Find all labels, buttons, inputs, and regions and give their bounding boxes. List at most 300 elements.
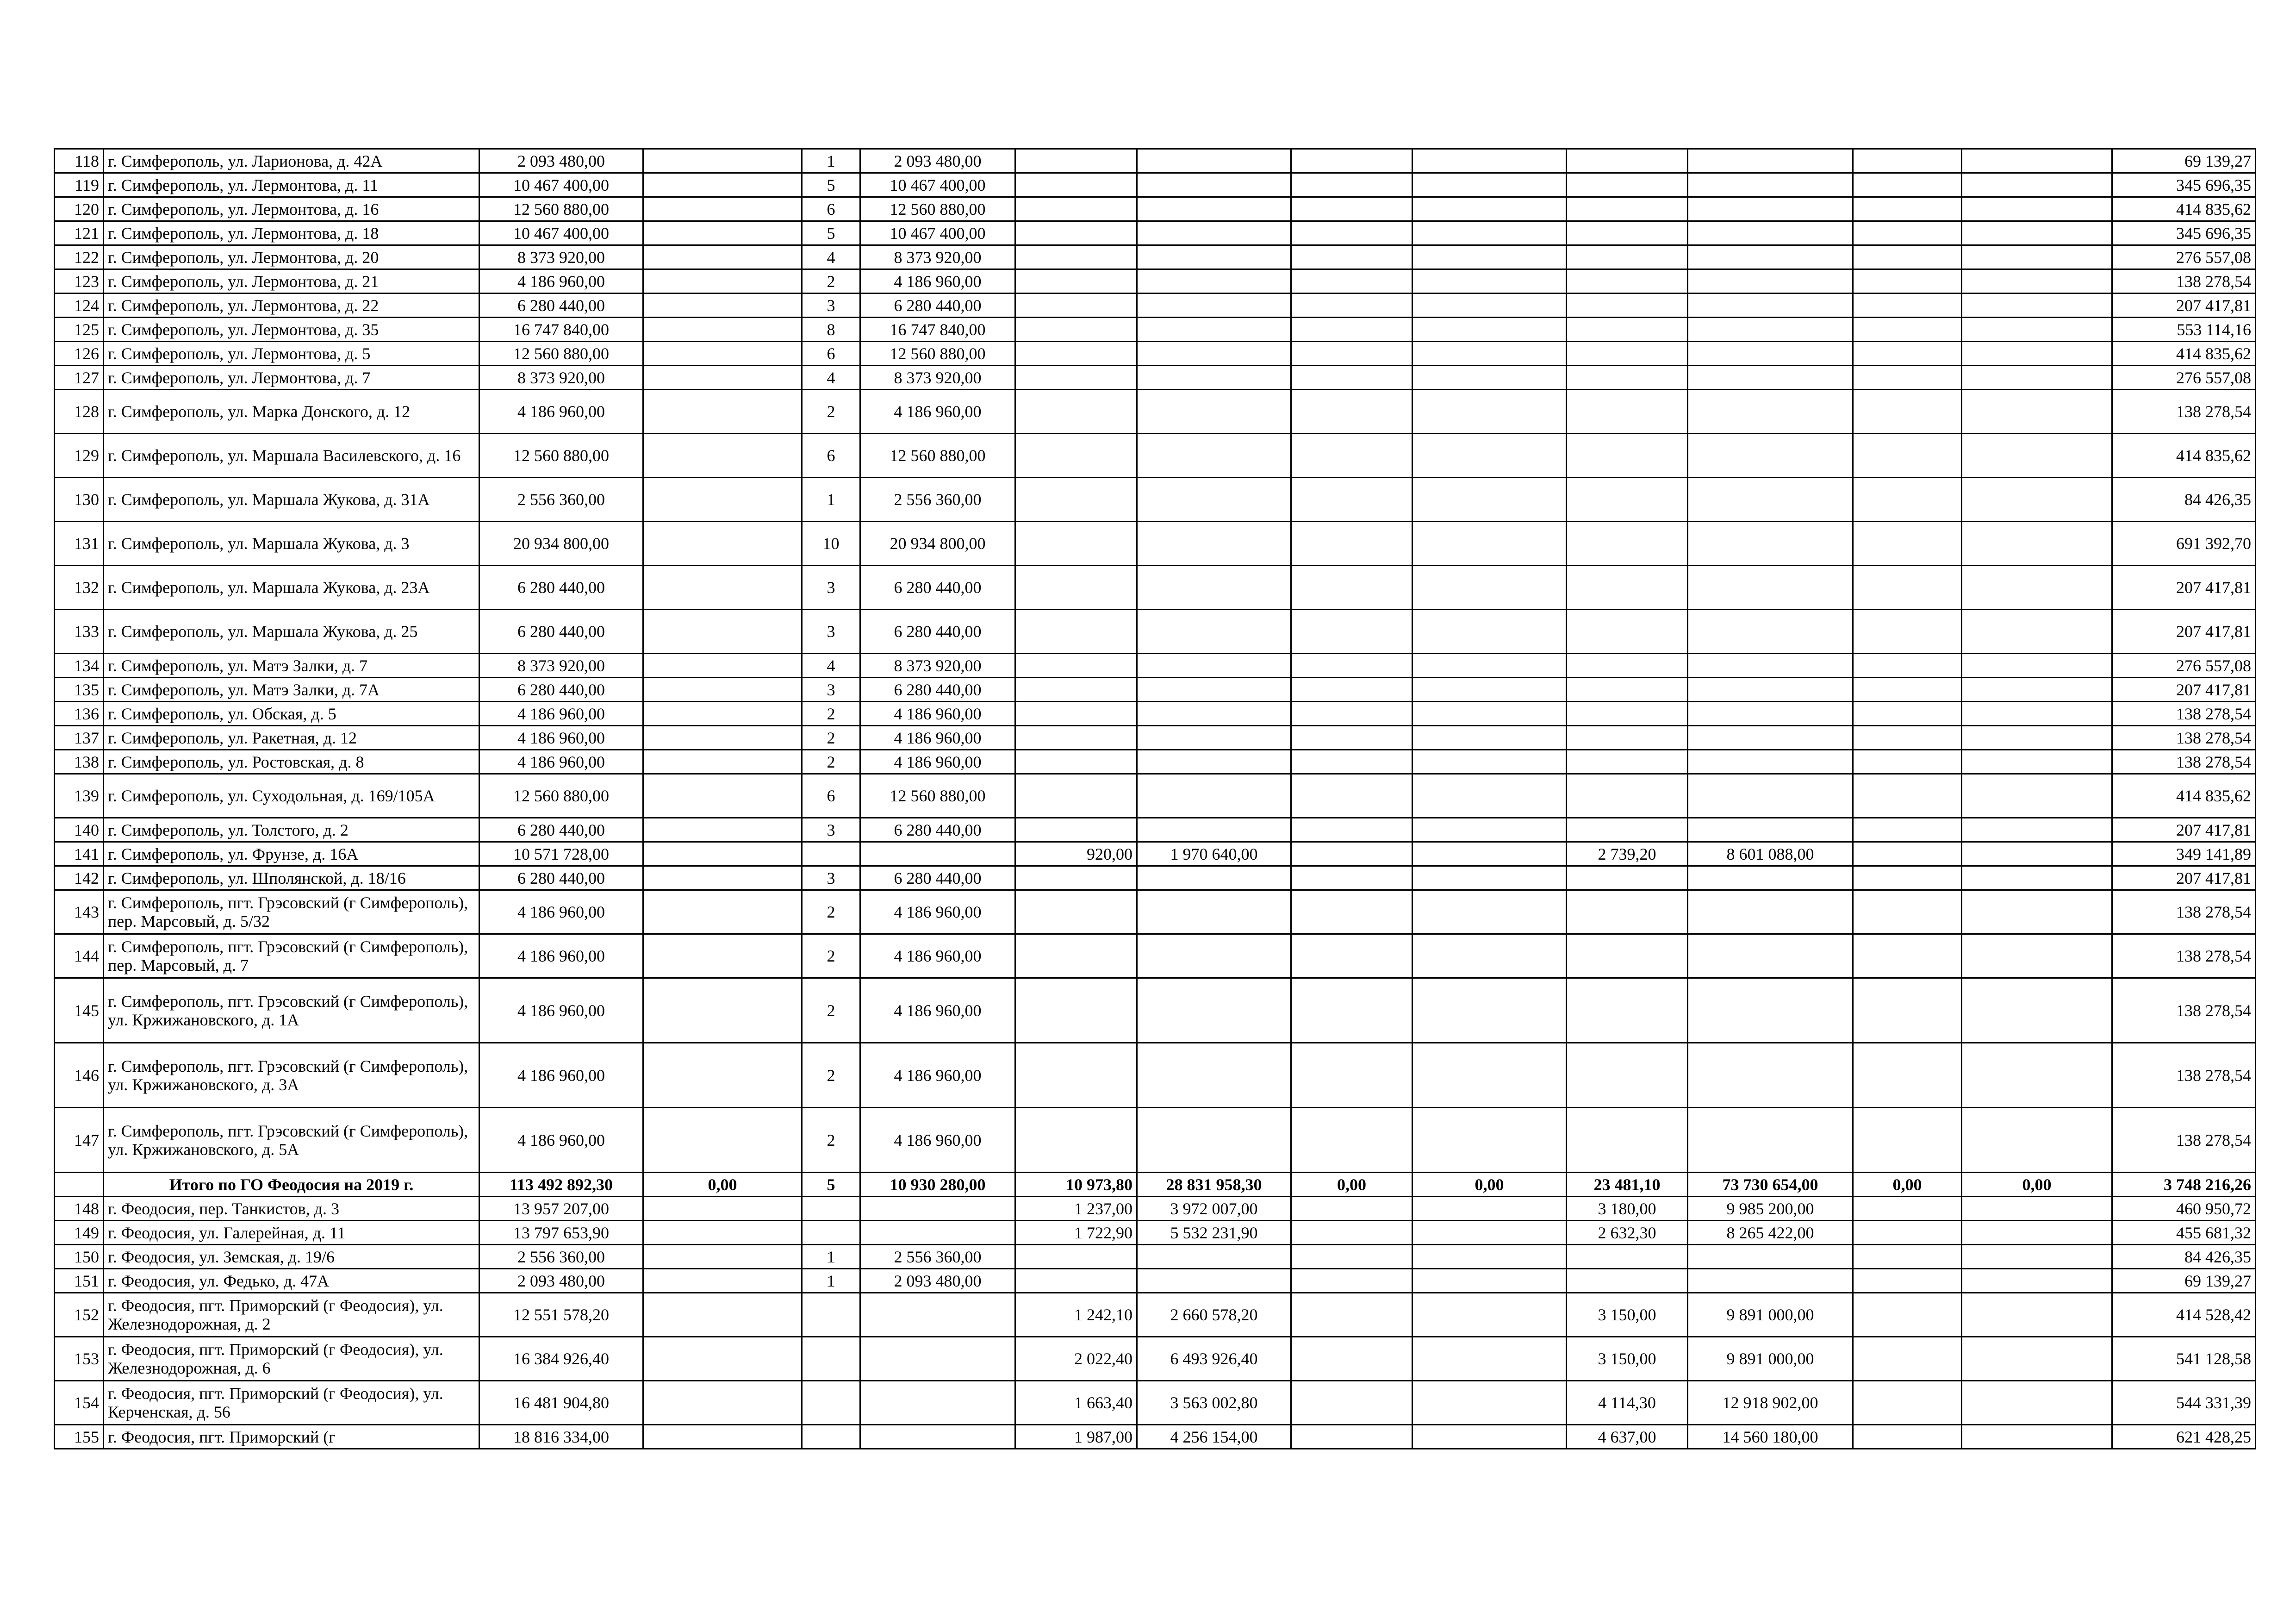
table-row bbox=[55, 1197, 2256, 1221]
area-b-cell: 3 150,00 bbox=[1567, 1337, 1688, 1381]
total-cost-cell: 12 551 578,20 bbox=[479, 1293, 643, 1337]
col-13-cell bbox=[1962, 221, 2112, 245]
col-4-cell bbox=[643, 294, 802, 318]
col-4-cell bbox=[643, 390, 802, 434]
col-9-cell bbox=[1412, 1337, 1567, 1381]
area-a-cell bbox=[1015, 390, 1137, 434]
row-number: 139 bbox=[55, 774, 104, 818]
col-13-cell bbox=[1962, 1293, 2112, 1337]
col-9-cell bbox=[1412, 478, 1567, 522]
cost-a-cell bbox=[1137, 934, 1291, 978]
col-9-cell: 0,00 bbox=[1412, 1173, 1567, 1197]
col-12-cell bbox=[1853, 890, 1962, 934]
amount-cell: 138 278,54 bbox=[2112, 1108, 2256, 1173]
area-b-cell bbox=[1567, 890, 1688, 934]
col-13-cell bbox=[1962, 610, 2112, 654]
col-8-cell bbox=[1291, 678, 1412, 702]
total-cost-cell: 13 957 207,00 bbox=[479, 1197, 643, 1221]
col-8-cell bbox=[1291, 750, 1412, 774]
count-cost-cell: 4 186 960,00 bbox=[860, 269, 1015, 294]
col-12-cell bbox=[1853, 245, 1962, 269]
area-a-cell bbox=[1015, 1269, 1137, 1293]
cost-b-cell bbox=[1688, 390, 1853, 434]
total-cost-cell: 16 747 840,00 bbox=[479, 318, 643, 342]
col-4-cell bbox=[643, 434, 802, 478]
col-8-cell: 0,00 bbox=[1291, 1173, 1412, 1197]
cost-b-cell bbox=[1688, 197, 1853, 221]
row-number: 135 bbox=[55, 678, 104, 702]
count-cost-cell: 2 093 480,00 bbox=[860, 1269, 1015, 1293]
cost-a-cell: 28 831 958,30 bbox=[1137, 1173, 1291, 1197]
area-a-cell bbox=[1015, 702, 1137, 726]
cost-b-cell bbox=[1688, 750, 1853, 774]
col-4-cell bbox=[643, 1381, 802, 1425]
row-number: 123 bbox=[55, 269, 104, 294]
area-a-cell: 1 237,00 bbox=[1015, 1197, 1137, 1221]
cost-b-cell bbox=[1688, 342, 1853, 366]
col-4-cell bbox=[643, 1043, 802, 1108]
table-row bbox=[55, 774, 2256, 818]
address-cell: г. Симферополь, ул. Фрунзе, д. 16А bbox=[104, 842, 479, 866]
table-row bbox=[55, 269, 2256, 294]
col-9-cell bbox=[1412, 434, 1567, 478]
row-number: 131 bbox=[55, 522, 104, 566]
total-cost-cell: 10 467 400,00 bbox=[479, 173, 643, 197]
col-13-cell bbox=[1962, 1269, 2112, 1293]
row-number: 132 bbox=[55, 566, 104, 610]
col-13-cell bbox=[1962, 654, 2112, 678]
col-4-cell bbox=[643, 221, 802, 245]
col-12-cell bbox=[1853, 366, 1962, 390]
table-row bbox=[55, 1425, 2256, 1449]
count-cost-cell: 4 186 960,00 bbox=[860, 702, 1015, 726]
col-12-cell bbox=[1853, 149, 1962, 173]
area-b-cell bbox=[1567, 566, 1688, 610]
total-cost-cell: 6 280 440,00 bbox=[479, 866, 643, 890]
amount-cell: 207 417,81 bbox=[2112, 866, 2256, 890]
address-cell: г. Симферополь, пгт. Грэсовский (г Симферополь), пер. Марсовый, д. 7 bbox=[104, 934, 479, 978]
col-8-cell bbox=[1291, 818, 1412, 842]
col-9-cell bbox=[1412, 1245, 1567, 1269]
address-cell: г. Феодосия, пгт. Приморский (г Феодосия), ул. Железнодорожная, д. 6 bbox=[104, 1337, 479, 1381]
col-4-cell bbox=[643, 610, 802, 654]
address-cell: г. Феодосия, пгт. Приморский (г bbox=[104, 1425, 479, 1449]
col-9-cell bbox=[1412, 221, 1567, 245]
count-cost-cell: 10 930 280,00 bbox=[860, 1173, 1015, 1197]
area-b-cell bbox=[1567, 774, 1688, 818]
col-8-cell bbox=[1291, 1043, 1412, 1108]
table-row bbox=[55, 1108, 2256, 1173]
total-cost-cell: 16 384 926,40 bbox=[479, 1337, 643, 1381]
count-cost-cell: 6 280 440,00 bbox=[860, 818, 1015, 842]
col-12-cell bbox=[1853, 1337, 1962, 1381]
cost-a-cell bbox=[1137, 318, 1291, 342]
amount-cell: 138 278,54 bbox=[2112, 890, 2256, 934]
col-12-cell bbox=[1853, 269, 1962, 294]
col-13-cell bbox=[1962, 1425, 2112, 1449]
cost-b-cell bbox=[1688, 294, 1853, 318]
col-13-cell bbox=[1962, 1337, 2112, 1381]
count-cell: 2 bbox=[802, 978, 860, 1043]
amount-cell: 138 278,54 bbox=[2112, 978, 2256, 1043]
table-row bbox=[55, 1337, 2256, 1381]
cost-b-cell bbox=[1688, 269, 1853, 294]
address-cell: г. Симферополь, ул. Матэ Залки, д. 7 bbox=[104, 654, 479, 678]
count-cost-cell: 6 280 440,00 bbox=[860, 294, 1015, 318]
address-cell: г. Симферополь, ул. Ларионова, д. 42А bbox=[104, 149, 479, 173]
row-number: 149 bbox=[55, 1221, 104, 1245]
address-cell: г. Симферополь, ул. Маршала Жукова, д. 25 bbox=[104, 610, 479, 654]
cost-b-cell bbox=[1688, 366, 1853, 390]
cost-b-cell: 12 918 902,00 bbox=[1688, 1381, 1853, 1425]
area-b-cell bbox=[1567, 366, 1688, 390]
col-9-cell bbox=[1412, 750, 1567, 774]
cost-b-cell bbox=[1688, 221, 1853, 245]
count-cost-cell: 20 934 800,00 bbox=[860, 522, 1015, 566]
col-12-cell bbox=[1853, 750, 1962, 774]
col-12-cell bbox=[1853, 1381, 1962, 1425]
col-8-cell bbox=[1291, 934, 1412, 978]
address-cell: г. Симферополь, ул. Маршала Жукова, д. 31А bbox=[104, 478, 479, 522]
col-9-cell bbox=[1412, 390, 1567, 434]
col-8-cell bbox=[1291, 1381, 1412, 1425]
total-label: Итого по ГО Феодосия на 2019 г. bbox=[104, 1173, 479, 1197]
cost-b-cell: 14 560 180,00 bbox=[1688, 1425, 1853, 1449]
row-number: 125 bbox=[55, 318, 104, 342]
count-cell: 4 bbox=[802, 245, 860, 269]
table-row bbox=[55, 366, 2256, 390]
count-cost-cell: 4 186 960,00 bbox=[860, 1043, 1015, 1108]
row-number: 128 bbox=[55, 390, 104, 434]
col-4-cell bbox=[643, 750, 802, 774]
table-row bbox=[55, 318, 2256, 342]
col-8-cell bbox=[1291, 1197, 1412, 1221]
row-number: 134 bbox=[55, 654, 104, 678]
col-4-cell bbox=[643, 197, 802, 221]
row-number: 137 bbox=[55, 726, 104, 750]
col-8-cell bbox=[1291, 522, 1412, 566]
row-number: 151 bbox=[55, 1269, 104, 1293]
cost-b-cell bbox=[1688, 149, 1853, 173]
col-13-cell bbox=[1962, 934, 2112, 978]
count-cell: 3 bbox=[802, 610, 860, 654]
col-9-cell bbox=[1412, 978, 1567, 1043]
area-b-cell bbox=[1567, 149, 1688, 173]
amount-cell: 84 426,35 bbox=[2112, 1245, 2256, 1269]
col-12-cell bbox=[1853, 197, 1962, 221]
address-cell: г. Симферополь, ул. Матэ Залки, д. 7А bbox=[104, 678, 479, 702]
count-cell: 1 bbox=[802, 1245, 860, 1269]
count-cost-cell: 4 186 960,00 bbox=[860, 978, 1015, 1043]
col-8-cell bbox=[1291, 1337, 1412, 1381]
col-8-cell bbox=[1291, 566, 1412, 610]
area-b-cell bbox=[1567, 245, 1688, 269]
cost-b-cell: 73 730 654,00 bbox=[1688, 1173, 1853, 1197]
col-9-cell bbox=[1412, 934, 1567, 978]
table-row bbox=[55, 818, 2256, 842]
table-row bbox=[55, 566, 2256, 610]
total-cost-cell: 8 373 920,00 bbox=[479, 245, 643, 269]
area-a-cell: 1 663,40 bbox=[1015, 1381, 1137, 1425]
col-4-cell bbox=[643, 342, 802, 366]
col-9-cell bbox=[1412, 1425, 1567, 1449]
amount-cell: 460 950,72 bbox=[2112, 1197, 2256, 1221]
col-12-cell: 0,00 bbox=[1853, 1173, 1962, 1197]
total-cost-cell: 12 560 880,00 bbox=[479, 197, 643, 221]
table-row bbox=[55, 245, 2256, 269]
col-8-cell bbox=[1291, 1108, 1412, 1173]
area-b-cell: 2 632,30 bbox=[1567, 1221, 1688, 1245]
area-b-cell bbox=[1567, 173, 1688, 197]
cost-b-cell bbox=[1688, 1269, 1853, 1293]
col-9-cell bbox=[1412, 726, 1567, 750]
count-cell: 5 bbox=[802, 221, 860, 245]
col-8-cell bbox=[1291, 390, 1412, 434]
area-b-cell: 4 114,30 bbox=[1567, 1381, 1688, 1425]
count-cost-cell: 6 280 440,00 bbox=[860, 678, 1015, 702]
amount-cell: 207 417,81 bbox=[2112, 294, 2256, 318]
count-cost-cell: 12 560 880,00 bbox=[860, 342, 1015, 366]
address-cell: г. Симферополь, ул. Маршала Василевского, д. 16 bbox=[104, 434, 479, 478]
col-12-cell bbox=[1853, 1221, 1962, 1245]
cost-b-cell bbox=[1688, 866, 1853, 890]
total-cost-cell: 4 186 960,00 bbox=[479, 390, 643, 434]
address-cell: г. Феодосия, ул. Федько, д. 47А bbox=[104, 1269, 479, 1293]
col-4-cell bbox=[643, 978, 802, 1043]
amount-cell: 276 557,08 bbox=[2112, 245, 2256, 269]
count-cost-cell: 2 556 360,00 bbox=[860, 478, 1015, 522]
col-12-cell bbox=[1853, 318, 1962, 342]
table-row bbox=[55, 294, 2256, 318]
area-b-cell bbox=[1567, 342, 1688, 366]
count-cost-cell bbox=[860, 1337, 1015, 1381]
table-row bbox=[55, 890, 2256, 934]
count-cost-cell: 4 186 960,00 bbox=[860, 750, 1015, 774]
area-b-cell bbox=[1567, 610, 1688, 654]
row-number bbox=[55, 1173, 104, 1197]
col-4-cell bbox=[643, 149, 802, 173]
count-cell: 8 bbox=[802, 318, 860, 342]
total-cost-cell: 4 186 960,00 bbox=[479, 934, 643, 978]
count-cell: 3 bbox=[802, 866, 860, 890]
count-cell: 2 bbox=[802, 750, 860, 774]
address-cell: г. Симферополь, ул. Лермонтова, д. 18 bbox=[104, 221, 479, 245]
cost-a-cell bbox=[1137, 366, 1291, 390]
col-4-cell bbox=[643, 1221, 802, 1245]
area-a-cell bbox=[1015, 318, 1137, 342]
row-number: 122 bbox=[55, 245, 104, 269]
table-row bbox=[55, 610, 2256, 654]
total-cost-cell: 6 280 440,00 bbox=[479, 610, 643, 654]
col-4-cell bbox=[643, 318, 802, 342]
row-number: 120 bbox=[55, 197, 104, 221]
col-9-cell bbox=[1412, 1108, 1567, 1173]
count-cost-cell bbox=[860, 1381, 1015, 1425]
col-13-cell bbox=[1962, 522, 2112, 566]
col-4-cell bbox=[643, 654, 802, 678]
address-cell: г. Феодосия, ул. Земская, д. 19/6 bbox=[104, 1245, 479, 1269]
col-12-cell bbox=[1853, 818, 1962, 842]
table-row bbox=[55, 173, 2256, 197]
amount-cell: 414 835,62 bbox=[2112, 197, 2256, 221]
table-row bbox=[55, 149, 2256, 173]
col-9-cell bbox=[1412, 890, 1567, 934]
count-cell: 4 bbox=[802, 654, 860, 678]
amount-cell: 138 278,54 bbox=[2112, 934, 2256, 978]
count-cost-cell: 2 556 360,00 bbox=[860, 1245, 1015, 1269]
cost-b-cell bbox=[1688, 1245, 1853, 1269]
area-b-cell bbox=[1567, 390, 1688, 434]
count-cell: 3 bbox=[802, 566, 860, 610]
col-13-cell bbox=[1962, 390, 2112, 434]
table-row bbox=[55, 478, 2256, 522]
area-b-cell bbox=[1567, 1043, 1688, 1108]
col-8-cell bbox=[1291, 1293, 1412, 1337]
cost-a-cell bbox=[1137, 654, 1291, 678]
table-row bbox=[55, 1381, 2256, 1425]
col-4-cell bbox=[643, 702, 802, 726]
count-cost-cell bbox=[860, 1197, 1015, 1221]
cost-b-cell: 8 265 422,00 bbox=[1688, 1221, 1853, 1245]
col-8-cell bbox=[1291, 318, 1412, 342]
area-a-cell bbox=[1015, 366, 1137, 390]
col-12-cell bbox=[1853, 978, 1962, 1043]
col-9-cell bbox=[1412, 366, 1567, 390]
area-a-cell bbox=[1015, 774, 1137, 818]
cost-a-cell bbox=[1137, 774, 1291, 818]
count-cost-cell: 4 186 960,00 bbox=[860, 890, 1015, 934]
row-number: 129 bbox=[55, 434, 104, 478]
col-12-cell bbox=[1853, 522, 1962, 566]
col-9-cell bbox=[1412, 342, 1567, 366]
cost-b-cell bbox=[1688, 566, 1853, 610]
col-9-cell bbox=[1412, 566, 1567, 610]
area-a-cell bbox=[1015, 294, 1137, 318]
col-4-cell bbox=[643, 1245, 802, 1269]
table-row bbox=[55, 934, 2256, 978]
amount-cell: 349 141,89 bbox=[2112, 842, 2256, 866]
col-4-cell bbox=[643, 1425, 802, 1449]
col-13-cell bbox=[1962, 1381, 2112, 1425]
col-13-cell bbox=[1962, 318, 2112, 342]
table-row bbox=[55, 221, 2256, 245]
row-number: 152 bbox=[55, 1293, 104, 1337]
budget-table bbox=[54, 148, 2256, 1449]
address-cell: г. Симферополь, пгт. Грэсовский (г Симферополь), ул. Кржижановского, д. 5А bbox=[104, 1108, 479, 1173]
col-8-cell bbox=[1291, 890, 1412, 934]
address-cell: г. Симферополь, ул. Лермонтова, д. 5 bbox=[104, 342, 479, 366]
cost-b-cell bbox=[1688, 678, 1853, 702]
area-a-cell bbox=[1015, 478, 1137, 522]
col-4-cell bbox=[643, 1293, 802, 1337]
col-8-cell bbox=[1291, 610, 1412, 654]
amount-cell: 138 278,54 bbox=[2112, 750, 2256, 774]
table-row bbox=[55, 390, 2256, 434]
col-4-cell bbox=[643, 818, 802, 842]
col-8-cell bbox=[1291, 978, 1412, 1043]
total-cost-cell: 16 481 904,80 bbox=[479, 1381, 643, 1425]
total-cost-cell: 6 280 440,00 bbox=[479, 818, 643, 842]
col-13-cell bbox=[1962, 173, 2112, 197]
area-a-cell: 920,00 bbox=[1015, 842, 1137, 866]
col-8-cell bbox=[1291, 774, 1412, 818]
col-12-cell bbox=[1853, 1197, 1962, 1221]
area-b-cell: 2 739,20 bbox=[1567, 842, 1688, 866]
col-12-cell bbox=[1853, 1425, 1962, 1449]
col-8-cell bbox=[1291, 842, 1412, 866]
col-13-cell bbox=[1962, 726, 2112, 750]
cost-b-cell bbox=[1688, 522, 1853, 566]
total-cost-cell: 4 186 960,00 bbox=[479, 1043, 643, 1108]
cost-b-cell bbox=[1688, 434, 1853, 478]
col-13-cell bbox=[1962, 702, 2112, 726]
col-8-cell bbox=[1291, 269, 1412, 294]
total-cost-cell: 12 560 880,00 bbox=[479, 342, 643, 366]
cost-b-cell bbox=[1688, 726, 1853, 750]
col-13-cell bbox=[1962, 197, 2112, 221]
count-cell: 1 bbox=[802, 1269, 860, 1293]
total-row bbox=[55, 1173, 2256, 1197]
col-9-cell bbox=[1412, 522, 1567, 566]
count-cost-cell: 12 560 880,00 bbox=[860, 774, 1015, 818]
col-8-cell bbox=[1291, 726, 1412, 750]
row-number: 144 bbox=[55, 934, 104, 978]
col-12-cell bbox=[1853, 1293, 1962, 1337]
col-12-cell bbox=[1853, 934, 1962, 978]
col-13-cell bbox=[1962, 342, 2112, 366]
col-8-cell bbox=[1291, 866, 1412, 890]
cost-a-cell bbox=[1137, 1043, 1291, 1108]
col-4-cell bbox=[643, 1197, 802, 1221]
cost-a-cell: 3 563 002,80 bbox=[1137, 1381, 1291, 1425]
col-9-cell bbox=[1412, 702, 1567, 726]
row-number: 127 bbox=[55, 366, 104, 390]
count-cell: 4 bbox=[802, 366, 860, 390]
amount-cell: 138 278,54 bbox=[2112, 702, 2256, 726]
area-b-cell bbox=[1567, 750, 1688, 774]
amount-cell: 276 557,08 bbox=[2112, 366, 2256, 390]
row-number: 142 bbox=[55, 866, 104, 890]
area-b-cell bbox=[1567, 522, 1688, 566]
col-8-cell bbox=[1291, 294, 1412, 318]
col-12-cell bbox=[1853, 702, 1962, 726]
count-cost-cell: 6 280 440,00 bbox=[860, 610, 1015, 654]
area-a-cell bbox=[1015, 245, 1137, 269]
row-number: 126 bbox=[55, 342, 104, 366]
area-a-cell: 1 722,90 bbox=[1015, 1221, 1137, 1245]
col-13-cell bbox=[1962, 566, 2112, 610]
total-cost-cell: 4 186 960,00 bbox=[479, 702, 643, 726]
area-a-cell bbox=[1015, 221, 1137, 245]
col-8-cell bbox=[1291, 366, 1412, 390]
col-9-cell bbox=[1412, 654, 1567, 678]
col-12-cell bbox=[1853, 1108, 1962, 1173]
row-number: 118 bbox=[55, 149, 104, 173]
area-a-cell bbox=[1015, 866, 1137, 890]
col-9-cell bbox=[1412, 1221, 1567, 1245]
count-cell: 5 bbox=[802, 173, 860, 197]
col-8-cell bbox=[1291, 478, 1412, 522]
count-cell bbox=[802, 1221, 860, 1245]
col-13-cell bbox=[1962, 890, 2112, 934]
cost-b-cell bbox=[1688, 654, 1853, 678]
col-4-cell: 0,00 bbox=[643, 1173, 802, 1197]
count-cell: 2 bbox=[802, 269, 860, 294]
cost-a-cell bbox=[1137, 702, 1291, 726]
cost-a-cell: 3 972 007,00 bbox=[1137, 1197, 1291, 1221]
total-cost-cell: 4 186 960,00 bbox=[479, 726, 643, 750]
total-cost-cell: 4 186 960,00 bbox=[479, 890, 643, 934]
